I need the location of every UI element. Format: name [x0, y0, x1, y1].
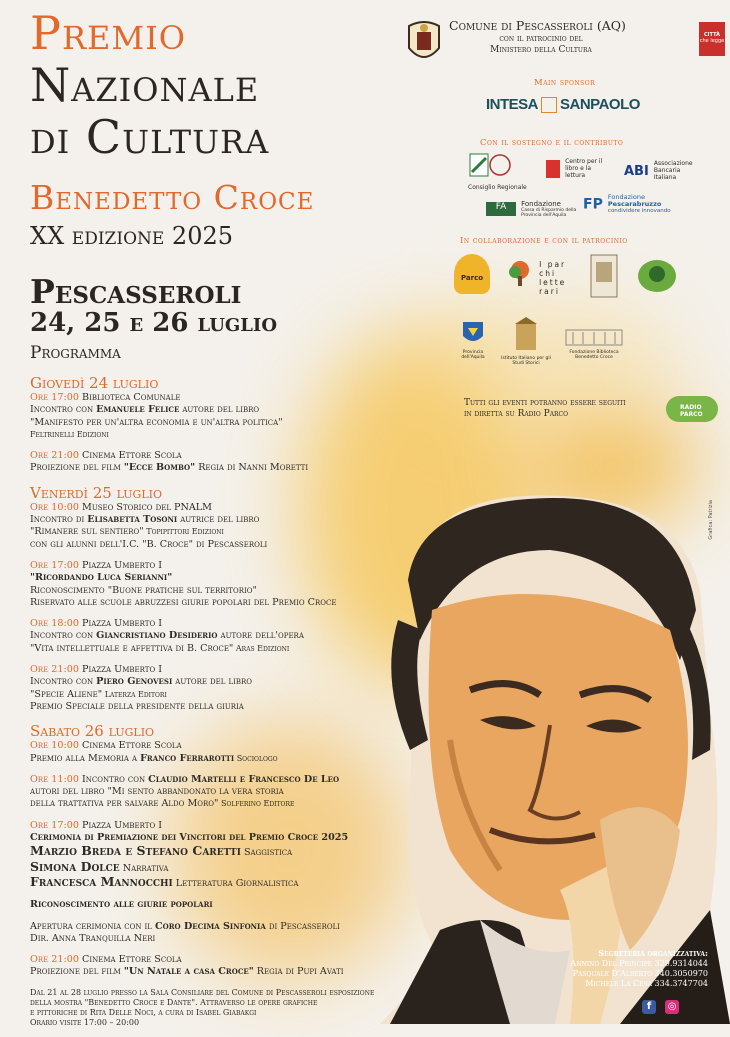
radio-parco-logo [666, 396, 718, 422]
event [30, 560, 400, 609]
event-place: Piazza Umberto I [82, 618, 163, 630]
intesa-square-icon [541, 97, 557, 113]
radio-note [464, 398, 626, 420]
event-place: Piazza Umberto I [82, 559, 163, 571]
event-text: Dir. Anna Tranquilla Neri [30, 932, 156, 944]
event-publisher: Laterza Editori [102, 689, 167, 699]
event-publisher: Aras Edizioni [233, 643, 290, 653]
event-text: Proiezione del film [30, 462, 124, 474]
intesa-text: INTESA [486, 96, 539, 113]
exhibition-note [30, 988, 400, 1028]
radio-text: Tutti gli eventi potranno essere seguiti [464, 398, 626, 408]
event-text: Orario visite 17:00 – 20:00 [30, 1017, 140, 1027]
comune-crest-icon [405, 18, 443, 68]
programme [30, 370, 400, 1037]
event-text: Premio alla Memoria a [30, 752, 141, 764]
event-place: Biblioteca Comunale [82, 392, 181, 403]
event-text: Incontro con [30, 404, 97, 416]
fondazione-icon: FA [486, 202, 516, 216]
event [30, 618, 400, 655]
event-time: Ore 17:00 [30, 819, 79, 831]
collaborazione-heading: In collaborazione e con il patrocinio [460, 236, 628, 246]
event [30, 392, 400, 441]
secretariat-contact: Pasquale D'Alberto 340.3050970 [572, 969, 708, 978]
fondazione-croce-logo [562, 326, 626, 360]
event-publisher: Topipittori Edizioni [143, 527, 224, 537]
event-place: Cinema Ettore Scola [82, 740, 182, 752]
event-title: Cerimonia di Premiazione dei Vincitori del Premio Croce 2025 [30, 832, 349, 844]
consiglio-regionale-logo [468, 152, 528, 191]
event-place: Cinema Ettore Scola [82, 954, 182, 966]
event-text: autori del libro "Mi sento abbandonato la vera storia [30, 786, 284, 798]
logo-caption: Centro per il libro e la lettura [565, 158, 603, 179]
winner-category: Saggistica [240, 847, 293, 859]
event-text: con gli alunni dell'I.C. "B. Croce" di Pescasseroli [30, 538, 268, 550]
logo-caption: I par chi lette rari [539, 260, 567, 296]
event-time: Ore 17:00 [30, 392, 79, 403]
abi-logo [624, 160, 693, 181]
cepell-logo [546, 158, 611, 179]
logo-caption: Fondazione Biblioteca Benedetto Croce [569, 350, 619, 360]
event [30, 954, 400, 979]
event-time: Ore 21:00 [30, 954, 79, 966]
fondazione-carispaq-logo [486, 198, 577, 218]
logo-caption: Fondazione [521, 199, 561, 208]
event [30, 664, 400, 713]
graphic-credit: Grafica: Patrizia [708, 500, 714, 540]
day-heading: Giovedì 24 luglio [30, 374, 159, 392]
day-heading: Venerdì 25 luglio [30, 483, 163, 502]
fondazione-pescarabruzzo-logo [583, 194, 671, 215]
patronage-line: Ministero della Cultura [490, 45, 592, 55]
sanpaolo-text: SANPAOLO [560, 96, 640, 113]
secretariat [548, 948, 708, 989]
event-time: Ore 21:00 [30, 450, 79, 462]
event-place: Museo Storico del PNALM [82, 501, 212, 513]
secretariat-contact: Michele La Cesa 334.3747704 [585, 979, 708, 988]
event-time: Ore 10:00 [30, 740, 79, 752]
winner: Simona Dolce [30, 858, 120, 874]
event-text: della trattativa per salvare Aldo Moro" [30, 798, 219, 810]
palace-icon [565, 326, 623, 346]
event-time: Ore 18:00 [30, 618, 79, 630]
event [30, 740, 400, 765]
event-guest: Emanuele Felice [96, 404, 180, 416]
title-line-2: Nazionale [30, 58, 260, 112]
logo-caption: Fondazione [607, 193, 645, 201]
event-text: Dal 21 al 28 luglio presso la Sala Consiliare del Comune di Pescasseroli esposizione [30, 987, 375, 997]
event-text: Incontro con [82, 773, 149, 785]
logo-caption: Associazione Bancaria Italiana [653, 160, 693, 181]
event-place: Cinema Ettore Scola [82, 450, 182, 462]
lion-park-icon [636, 258, 678, 294]
logo-caption: condividere innovando [607, 208, 671, 214]
citta-che-legge-logo [699, 22, 725, 56]
sostegno-heading: Con il sostegno e il contributo [480, 138, 624, 148]
event-film: "Ecce Bombo" [123, 462, 196, 474]
event-text: Regia di Nanni Moretti [195, 462, 309, 474]
event [30, 820, 400, 890]
event-book: "Vita intellettuale e affettiva di B. Croce" [30, 642, 234, 654]
event-guest: Franco Ferrarotti [140, 752, 235, 764]
event-text: Incontro di [30, 514, 88, 526]
provincia-aquila-logo [456, 318, 490, 360]
logo-caption: Parco [460, 274, 484, 282]
event [30, 502, 400, 551]
event [30, 450, 400, 475]
event-time: Ore 11:00 [30, 773, 79, 785]
event-text: Apertura cerimonia con il [30, 920, 155, 932]
tree-icon [506, 260, 534, 288]
event-book: "Rimanere sul sentiero" [30, 526, 144, 538]
citta-label: CITTÀ [704, 32, 720, 38]
logo-caption: Pescarabruzzo [607, 200, 662, 208]
event-publisher: Solferino Editore [218, 799, 295, 809]
provincia-crest-icon [462, 318, 484, 346]
parco-logo [454, 254, 490, 294]
edition-label: XX edizione 2025 [30, 222, 234, 250]
winner-category: Letteratura Giornalistica [172, 877, 299, 889]
event-guest: Piero Genovesi [96, 676, 173, 688]
event-book: "Specie Aliene" [30, 688, 103, 700]
event-text: Riservato alle scuole abruzzesi giurie popolari del Premio Croce [30, 596, 337, 608]
winner-category: Narrativa [119, 862, 169, 874]
event-guest: Giancristiano Desiderio [96, 630, 218, 642]
fp-text: FP [583, 196, 603, 213]
event-guest: Elisabetta Tosoni [87, 514, 178, 526]
event [30, 774, 400, 811]
main-sponsor-heading: Main sponsor [534, 78, 596, 88]
event-text: Riconoscimento alle giurie popolari [30, 899, 213, 911]
event-text: e pittoriche di Rita Delle Noci, a cura di Isabel Giabakgi [30, 1007, 257, 1017]
place-dates: 24, 25 e 26 luglio [30, 308, 278, 338]
parchi-letterari-logo [506, 260, 579, 296]
patronage [466, 34, 616, 56]
event-text: autore dell'opera [217, 630, 304, 642]
logo-caption: Istituto Italiano per gli Studi Storici [501, 356, 551, 366]
logo-caption: Consiglio Regionale [468, 184, 527, 191]
event-text: Premio Speciale della presidente della giuria [30, 700, 244, 712]
day-heading: Sabato 26 luglio [30, 722, 155, 741]
event-place: Piazza Umberto I [82, 819, 163, 831]
programma-heading: Programma [30, 343, 121, 363]
place-city: Pescasseroli [30, 272, 242, 311]
intesa-sanpaolo-logo [486, 96, 640, 113]
event-text: Incontro con [30, 630, 97, 642]
event-text: della mostra "Benedetto Croce e Dante". Attraverso le opere grafiche [30, 997, 318, 1007]
event-time: Ore 17:00 [30, 559, 79, 571]
event [30, 921, 400, 946]
event-guest: Coro Decima Sinfonia [154, 920, 266, 932]
event-text: Proiezione del film [30, 966, 124, 978]
event-book: "Manifesto per un'altra economia e un'altra politica" [30, 416, 283, 428]
consiglio-regionale-icon [468, 152, 514, 180]
event-publisher: Feltrinelli Edizioni [30, 429, 109, 439]
title-line-3: di Cultura [30, 110, 270, 164]
benedetto-croce-portrait [380, 490, 730, 1024]
abi-text: ABI [624, 164, 649, 179]
fondazione-icon [590, 254, 618, 298]
comune-name: Comune di Pescasseroli (AQ) [449, 18, 626, 33]
secretariat-contact: Annino Del Principe 329.9314044 [570, 959, 708, 968]
radio-text: in diretta su Radio Parco [464, 409, 569, 419]
event-film: "Un Natale a casa Croce" [123, 966, 254, 978]
winner: Marzio Breda e Stefano Caretti [30, 843, 241, 859]
event-text: di Pescasseroli [265, 920, 341, 932]
event-text: autore del libro [179, 404, 260, 416]
event-guest: Claudio Martelli e Francesco De Leo [148, 773, 340, 785]
winner: Francesca Mannocchi [30, 873, 173, 889]
logo-caption: Provincia dell'Aquila [461, 350, 485, 360]
citta-label: che legge [699, 38, 725, 44]
event-text: autrice del libro [177, 514, 260, 526]
event-text: Incontro con [30, 676, 97, 688]
event-place: Piazza Umberto I [82, 664, 163, 676]
logo-caption: Cassa di Risparmio della Provincia dell'Aquila [521, 207, 577, 218]
building-icon [513, 316, 539, 352]
patronage-line: con il patrocinio del [499, 34, 583, 44]
title-line-1: Premio [30, 6, 187, 60]
event-text: Regia di Pupi Avati [253, 966, 344, 978]
secretariat-title: Segreteria organizzativa: [598, 948, 708, 958]
title-benedetto-croce: Benedetto Croce [30, 178, 315, 217]
istituto-studi-storici-logo [498, 316, 554, 366]
event-title: "Ricordando Luca Serianni" [30, 572, 173, 584]
event-text: Sociologo [234, 753, 278, 763]
instagram-icon[interactable]: ◎ [665, 1000, 679, 1014]
event-text: autore del libro [172, 676, 253, 688]
radio-logo-text: RADIO PARCO [680, 404, 703, 418]
event-time: Ore 10:00 [30, 501, 79, 513]
event-time: Ore 21:00 [30, 664, 79, 676]
facebook-icon[interactable]: f [642, 1000, 656, 1014]
event-text: Riconoscimento "Buone pratiche sul territorio" [30, 584, 257, 596]
cepell-icon [546, 160, 560, 178]
social-links [638, 994, 679, 1014]
